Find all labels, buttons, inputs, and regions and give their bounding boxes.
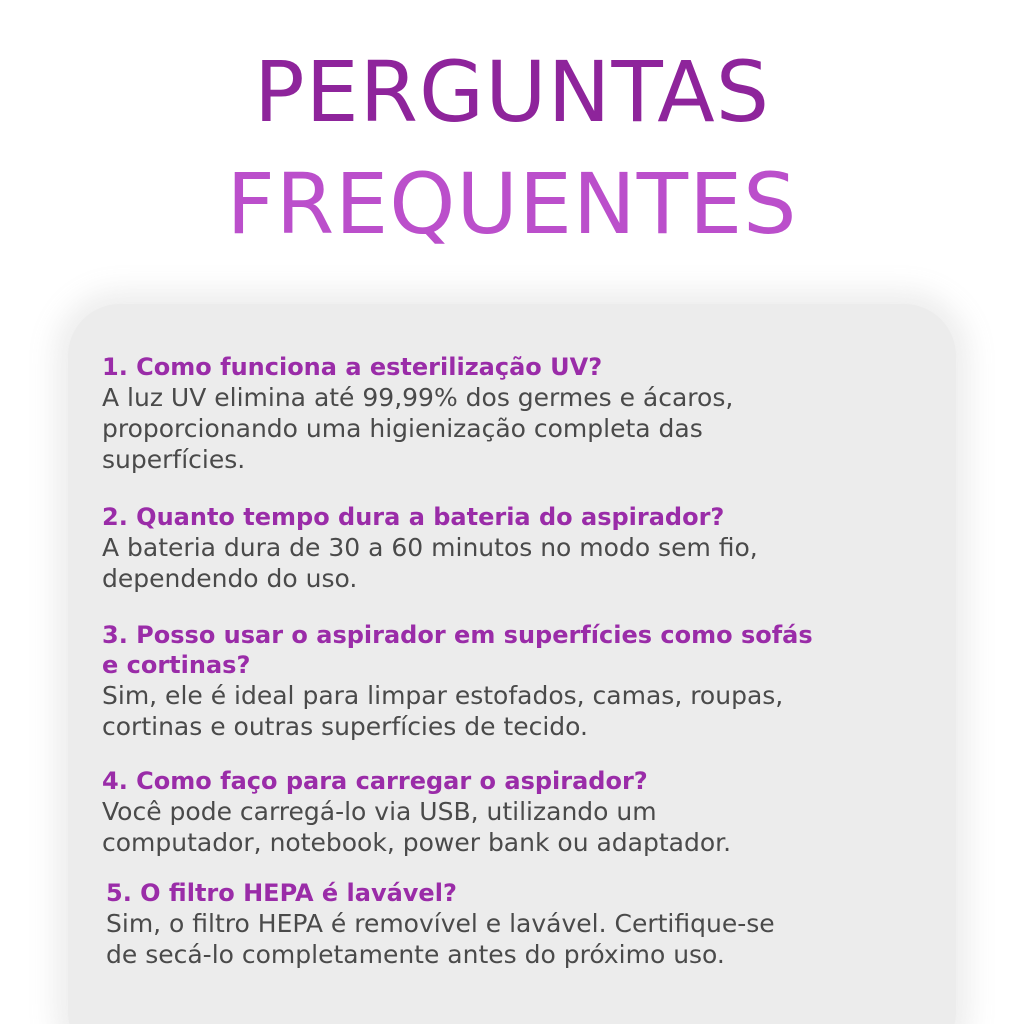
faq-answer-line: de secá-lo completamente antes do próximo uso. bbox=[106, 940, 725, 969]
faq-answer-line: A luz UV elimina até 99,99% dos germes e ácaros, bbox=[102, 383, 734, 412]
faq-answer-line: dependendo do uso. bbox=[102, 564, 358, 593]
faq-answer-line: Sim, o filtro HEPA é removível e lavável. Certifique-se bbox=[106, 909, 775, 938]
faq-question: 2. Quanto tempo dura a bateria do aspirador? bbox=[102, 503, 725, 531]
faq-question: 4. Como faço para carregar o aspirador? bbox=[102, 767, 648, 795]
faq-item-2 bbox=[102, 502, 902, 594]
faq-answer-line: proporcionando uma higienização completa das bbox=[102, 414, 703, 443]
faq-item-5 bbox=[106, 878, 906, 970]
faq-item-3 bbox=[102, 620, 902, 742]
faq-answer-line: computador, notebook, power bank ou adaptador. bbox=[102, 828, 732, 857]
faq-answer-line: superfícies. bbox=[102, 445, 246, 474]
faq-question: 5. O filtro HEPA é lavável? bbox=[106, 879, 457, 907]
faq-question: 1. Como funciona a esterilização UV? bbox=[102, 353, 603, 381]
faq-item-1 bbox=[102, 352, 902, 475]
faq-answer-line: Você pode carregá-lo via USB, utilizando um bbox=[102, 797, 657, 826]
faq-answer-line: Sim, ele é ideal para limpar estofados, camas, roupas, bbox=[102, 681, 784, 710]
faq-question-line: 3. Posso usar o aspirador em superfícies como sofás bbox=[102, 621, 813, 649]
page-title-line-1: PERGUNTAS bbox=[253, 43, 771, 141]
faq-item-4 bbox=[102, 766, 902, 858]
faq-answer-line: cortinas e outras superfícies de tecido. bbox=[102, 712, 588, 741]
faq-question-line: e cortinas? bbox=[102, 651, 251, 679]
faq-answer-line: A bateria dura de 30 a 60 minutos no modo sem fio, bbox=[102, 533, 758, 562]
page-title-line-2: FREQUENTES bbox=[226, 155, 798, 253]
